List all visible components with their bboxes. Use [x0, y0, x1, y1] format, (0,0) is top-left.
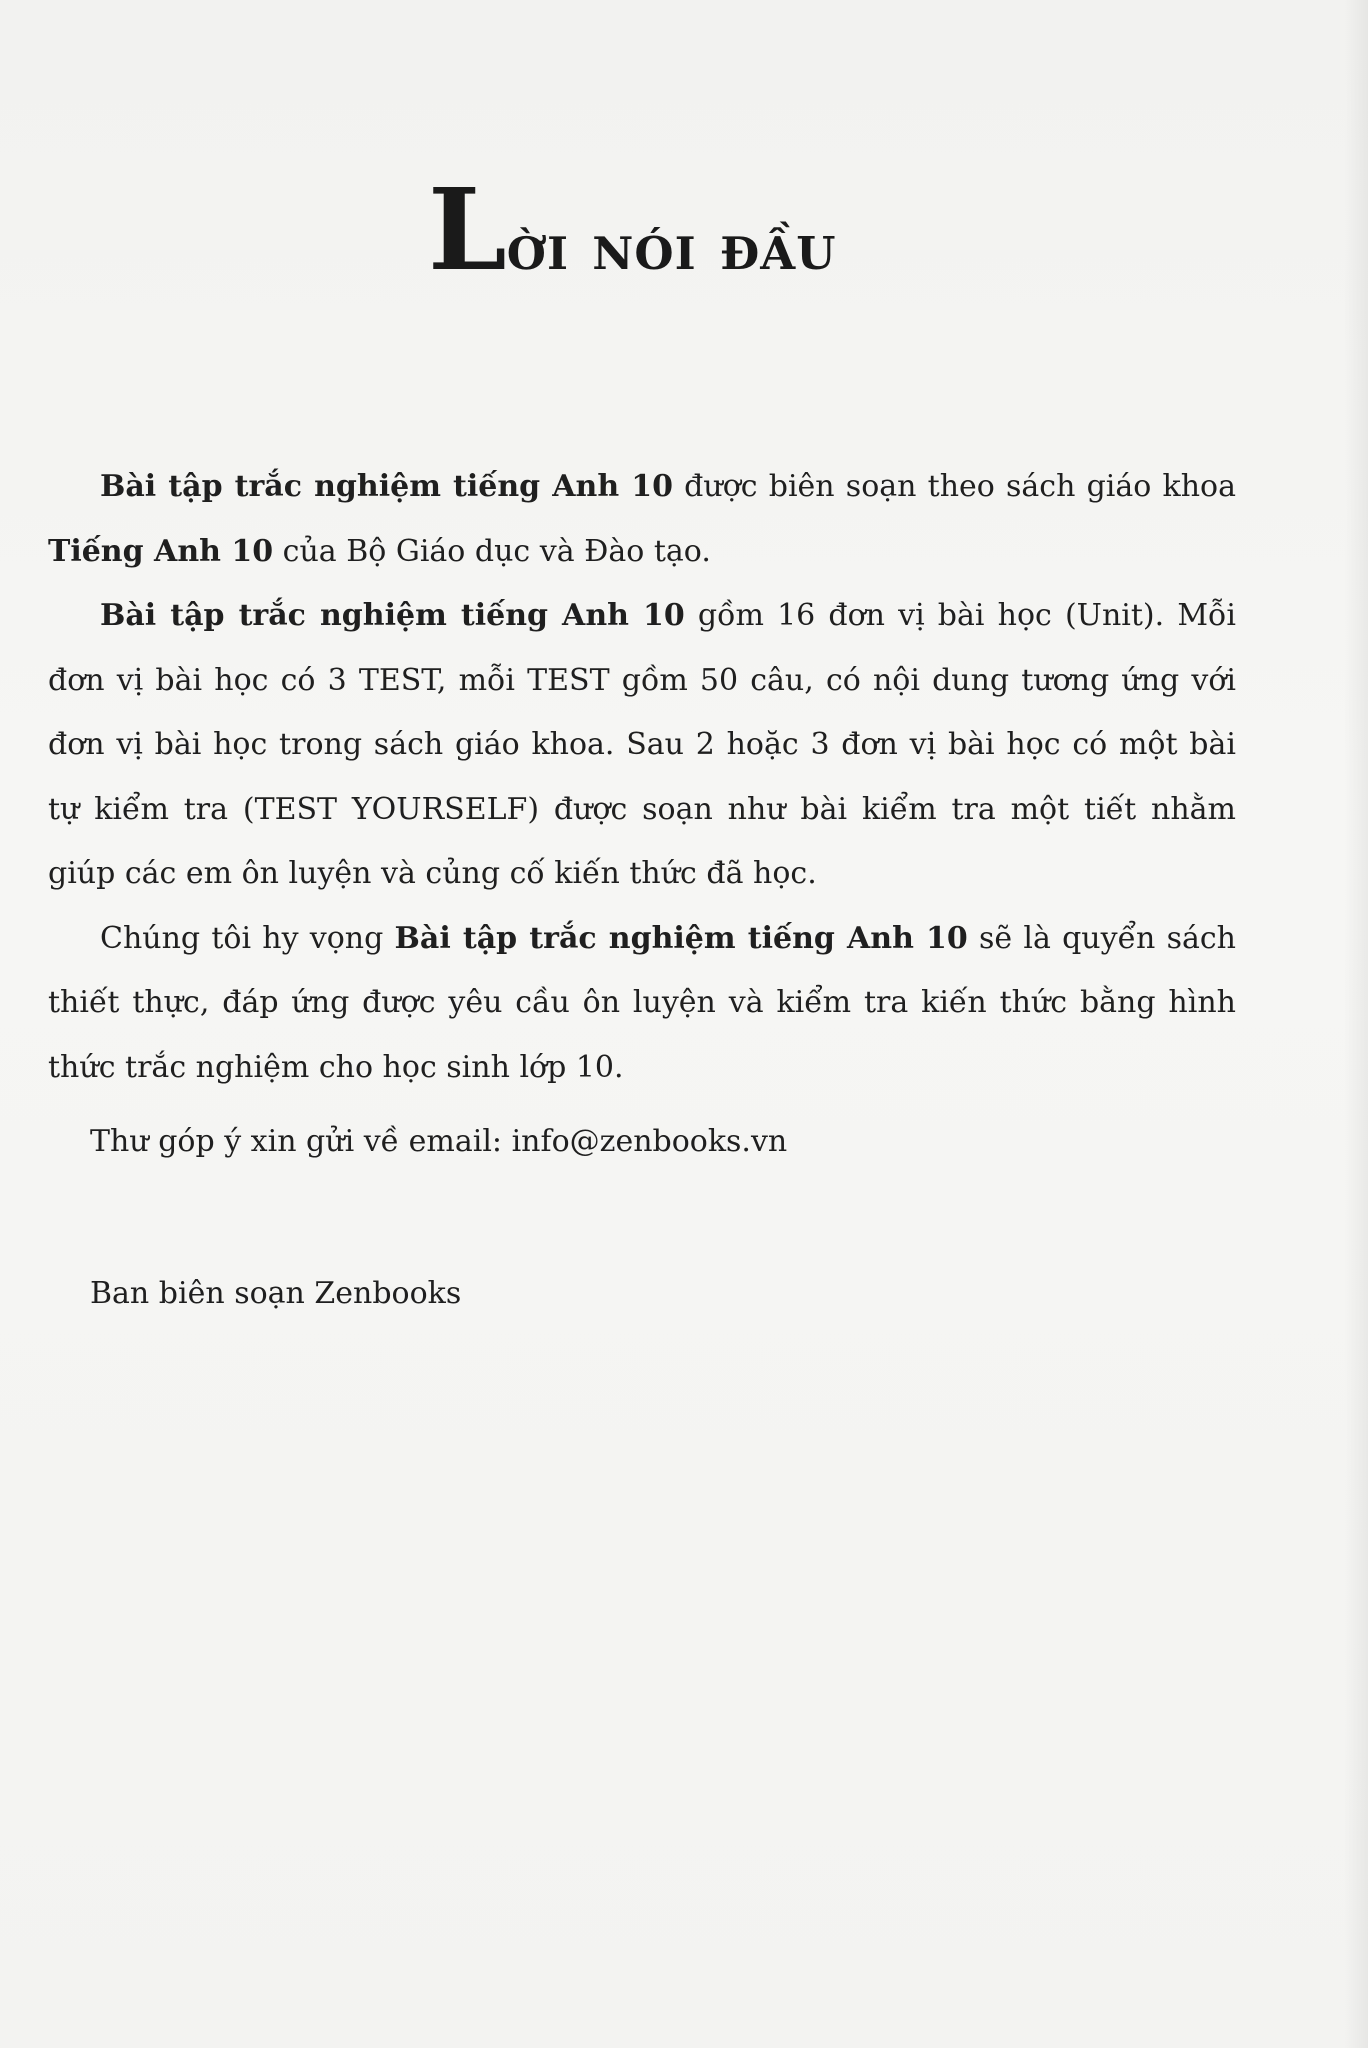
book-name-bold: Bài tập trắc nghiệm tiếng Anh 10 — [100, 469, 673, 504]
paragraph-text: sẽ là quyển sách thiết thực, đáp ứng được yêu cầu ôn luyện và kiểm tra kiến thức bằng hình thức trắc nghiệm cho học sinh lớp 10. — [48, 920, 1236, 1085]
paragraph-text: gồm 16 đơn vị bài học (Unit). Mỗi đơn vị bài học có 3 TEST, mỗi TEST gồm 50 câu, có nội dung tương ứng với đơn vị bài học trong sách giáo khoa. Sau 2 hoặc 3 đơn vị bài học có một bài tự kiểm tra (TEST YOURSELF) được soạn như bài kiểm tra một tiết nhằm giúp các em ôn luyện và củng cố kiến thức đã học. — [48, 598, 1236, 891]
book-name-bold: Bài tập trắc nghiệm tiếng Anh 10 — [100, 598, 685, 633]
paragraph-3 — [48, 907, 1236, 1101]
title-initial: L — [428, 165, 507, 296]
paragraph-text: Chúng tôi hy vọng — [100, 920, 395, 956]
paragraph-2 — [48, 584, 1236, 907]
textbook-name-bold: Tiếng Anh 10 — [48, 533, 274, 569]
preface-body — [48, 455, 1236, 1100]
paragraph-text: được biên soạn theo sách giáo khoa — [672, 469, 1236, 504]
paragraph-text: của Bộ Giáo dục và Đào tạo. — [273, 533, 711, 569]
page-title — [428, 165, 837, 296]
signature-line: Ban biên soạn Zenbooks — [90, 1276, 462, 1311]
page-edge-shadow — [1344, 0, 1368, 2048]
title-rest: ời nói đầu — [506, 210, 837, 285]
contact-line: Thư góp ý xin gửi về email: info@zenbooks.vn — [90, 1124, 788, 1159]
book-name-bold: Bài tập trắc nghiệm tiếng Anh 10 — [394, 920, 968, 956]
paragraph-1 — [48, 455, 1236, 584]
